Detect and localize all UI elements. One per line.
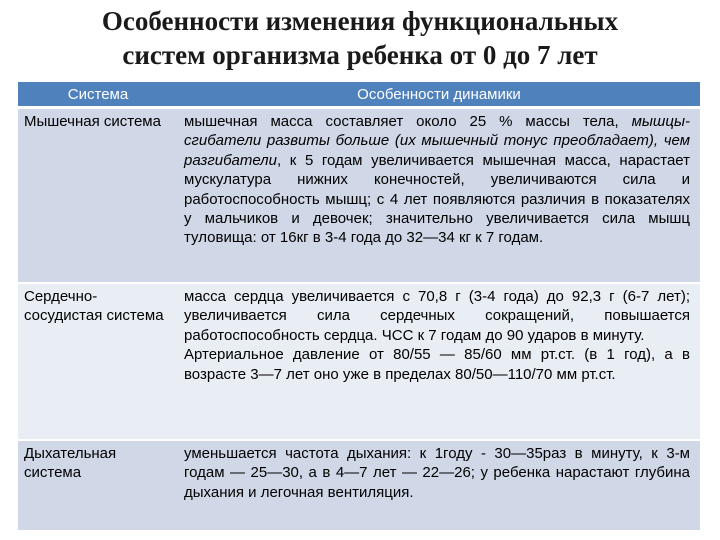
- row-desc-respiratory: уменьшается частота дыхания: к 1году - 30—35раз в минуту, к 3-м годам — 25—30, а в 4—7 лет — 22—26; у ребенка нарастают глубина дыхания и легочная вентиляция.: [178, 440, 700, 530]
- row-desc-cardio: [178, 283, 700, 440]
- table-row: [18, 108, 700, 284]
- row-desc-muscle: [178, 108, 700, 284]
- desc-text: мышечная масса составляет около 25 % массы тела,: [184, 113, 632, 130]
- table-header-row: [18, 82, 700, 108]
- row-system-muscle: Мышечная система: [18, 108, 178, 284]
- table-row: [18, 440, 700, 530]
- header-dynamics: Особенности динамики: [178, 82, 700, 108]
- row-system-cardio: Сердечно-сосудистая система: [18, 283, 178, 440]
- slide-title: [0, 4, 720, 72]
- desc-italic-text: мышцы-сгибатели развиты больше (их мышечный тонус преобладает), чем разгибатели: [184, 113, 690, 169]
- dynamics-table: [18, 82, 700, 530]
- table-row: [18, 283, 700, 440]
- desc-text: , к 5 годам увеличивается мышечная масса, нарастает мускулатура нижних конечностей, увеличиваются сила и работоспособность мышц; с 4 лет появляются различия в показателях у мальчиков и девочек; значительно увеличивается сила мышц туловища: от 16кг в 3-4 года до 32—34 кг к 7 годам.: [184, 151, 690, 247]
- title-line-1: Особенности изменения функциональных: [101, 6, 619, 36]
- desc-paragraph: масса сердца увеличивается с 70,8 г (3-4 года) до 92,3 г (6-7 лет); увеличивается сила сердечных сокращений, повышается работоспособность сердца. ЧСС к 7 годам до 90 ударов в минуту.: [184, 288, 690, 344]
- row-system-respiratory: Дыхательная система: [18, 440, 178, 530]
- desc-paragraph: Артериальное давление от 80/55 — 85/60 мм рт.ст. (в 1 год), а в возрасте 3—7 лет оно уже в пределах 80/50—110/70 мм рт.ст.: [184, 346, 690, 383]
- title-line-2: систем организма ребенка от 0 до 7 лет: [122, 40, 598, 70]
- header-system: Система: [18, 82, 178, 108]
